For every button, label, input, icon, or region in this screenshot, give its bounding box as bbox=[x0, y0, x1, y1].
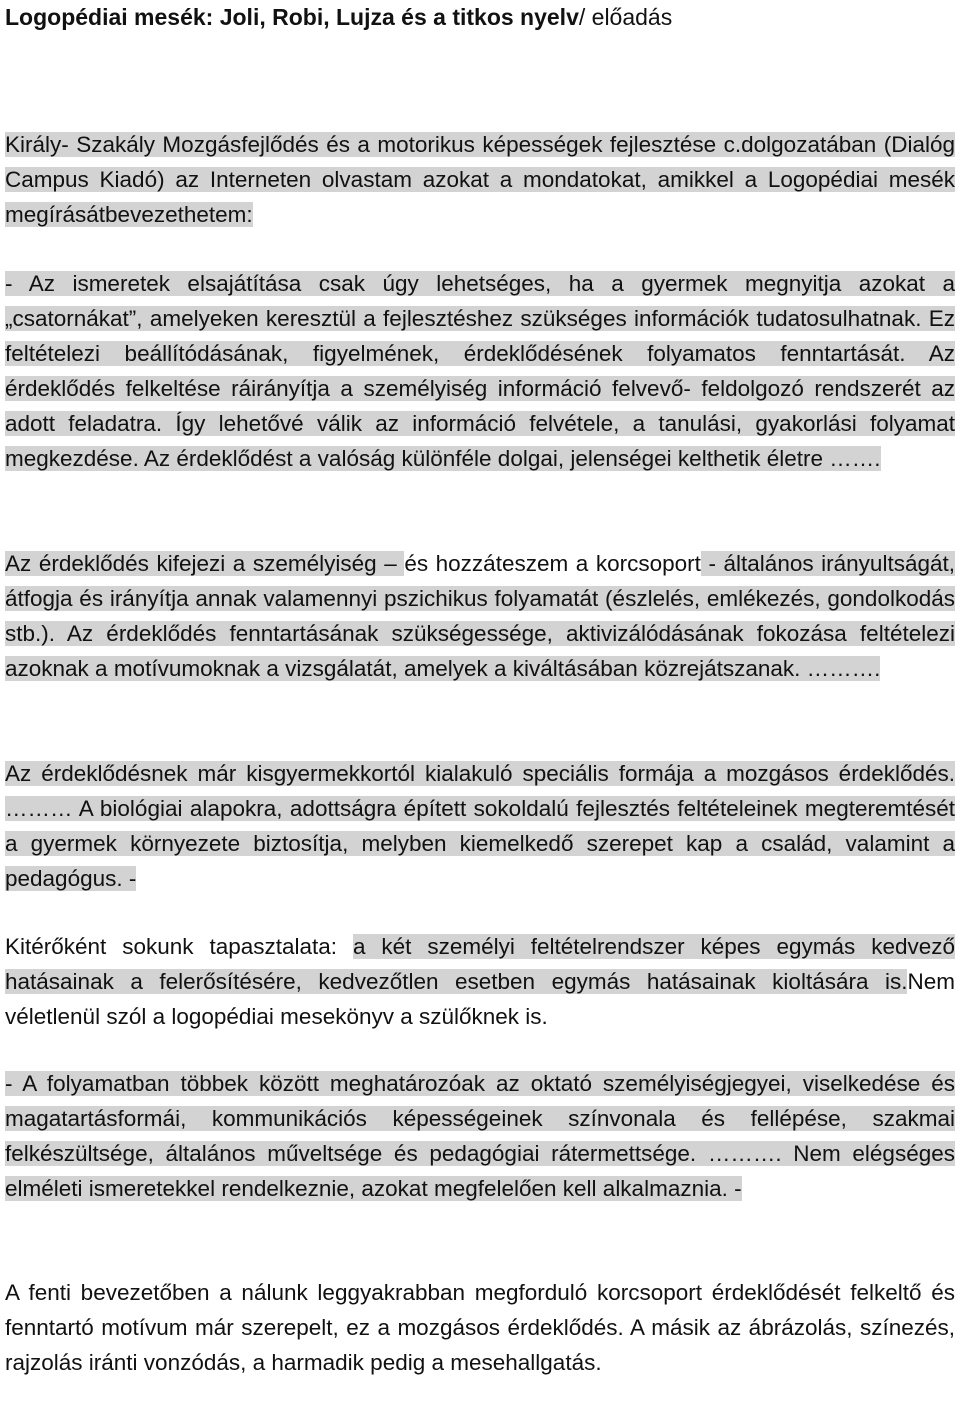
paragraph-quote-1-text: - Az ismeretek elsajátítása csak úgy lehetséges, ha a gyermek megnyitja azokat a „csatornákat”, amelyeken keresztül a fejlesztéshez szükséges információk tudatosulhatnak. Ez feltételezi beállítódásának, figyelmének, érdeklődésének folyamatos fenntartását. Az érdeklődés felkeltése ráirányítja a személyiség információ felvevő- feldolgozó rendszerét az adott feladatra. Így lehetővé válik az információ felvétele, a tanulási, gyakorlási folyamat megkezdése. Az érdeklődést a valóság különféle dolgai, jelenségei kelthetik életre ……. bbox=[5, 271, 955, 471]
paragraph-aside-quote: a két személyi feltételrendszer képes egymás kedvező hatásainak a felerősítésére, kedvezőtlen esetben egymás hatásainak kioltására is. bbox=[5, 934, 955, 994]
paragraph-quote-3 bbox=[5, 756, 955, 896]
document-title bbox=[5, 4, 672, 30]
paragraph-quote-4 bbox=[5, 1066, 955, 1206]
paragraph-quote-2 bbox=[5, 546, 955, 686]
title-suffix: / előadás bbox=[578, 4, 673, 30]
paragraph-quote-4-text: - A folyamatban többek között meghatározóak az oktató személyiségjegyei, viselkedése és magatartásformái, kommunikációs képességeinek színvonala és fellépése, szakmai felkészültsége, általános műveltsége és pedagógiai rátermettsége. ………. Nem elégséges elméleti ismeretekkel rendelkeznie, azokat megfelelően kell alkalmaznia. - bbox=[5, 1071, 955, 1201]
paragraph-conclusion-text: A fenti bevezetőben a nálunk leggyakrabban megforduló korcsoport érdeklődését felkeltő és fenntartó motívum már szerepelt, ez a mozgásos érdeklődés. A másik az ábrázolás, színezés, rajzolás iránti vonzódás, a harmadik pedig a mesehallgatás. bbox=[5, 1280, 955, 1375]
paragraph-quote-2-insert: és hozzáteszem a korcsoport bbox=[404, 551, 701, 576]
title-bold: Logopédiai mesék: Joli, Robi, Lujza és a titkos nyelv bbox=[5, 4, 579, 30]
paragraph-aside-lead: Kitérőként sokunk tapasztalata: bbox=[5, 934, 353, 959]
paragraph-quote-2-rest: - általános irányultságát, átfogja és irányítja annak valamennyi pszichikus folyamatát (észlelés, emlékezés, gondolkodás stb.). Az érdeklődés fenntartásának szükségessége, aktivizálódásának fokozása feltételezi azoknak a motívumoknak a vizsgálatát, amelyek a kiváltásában közrejátszanak. ………. bbox=[5, 551, 955, 681]
paragraph-quote-2-start: Az érdeklődés kifejezi a személyiség – bbox=[5, 551, 405, 576]
paragraph-aside-comment: Nem véletlenül szól a logopédiai mesekönyv a szülőknek is. bbox=[5, 969, 955, 1029]
paragraph-quote-1 bbox=[5, 266, 955, 476]
paragraph-intro bbox=[5, 127, 955, 232]
paragraph-aside bbox=[5, 929, 955, 1034]
paragraph-conclusion bbox=[5, 1275, 955, 1380]
paragraph-quote-3-text: Az érdeklődésnek már kisgyermekkortól kialakuló speciális formája a mozgásos érdeklődés. ……… A biológiai alapokra, adottságra épített sokoldalú fejlesztés feltételeinek megteremtését a gyermek környezete biztosítja, melyben kiemelkedő szerepet kap a család, valamint a pedagógus. - bbox=[5, 761, 955, 891]
paragraph-intro-text: Király- Szakály Mozgásfejlődés és a motorikus képességek fejlesztése c.dolgozatában (Dialóg Campus Kiadó) az Interneten olvastam azokat a mondatokat, amikkel a Logopédiai mesék megírásátbevezethetem: bbox=[5, 132, 955, 227]
